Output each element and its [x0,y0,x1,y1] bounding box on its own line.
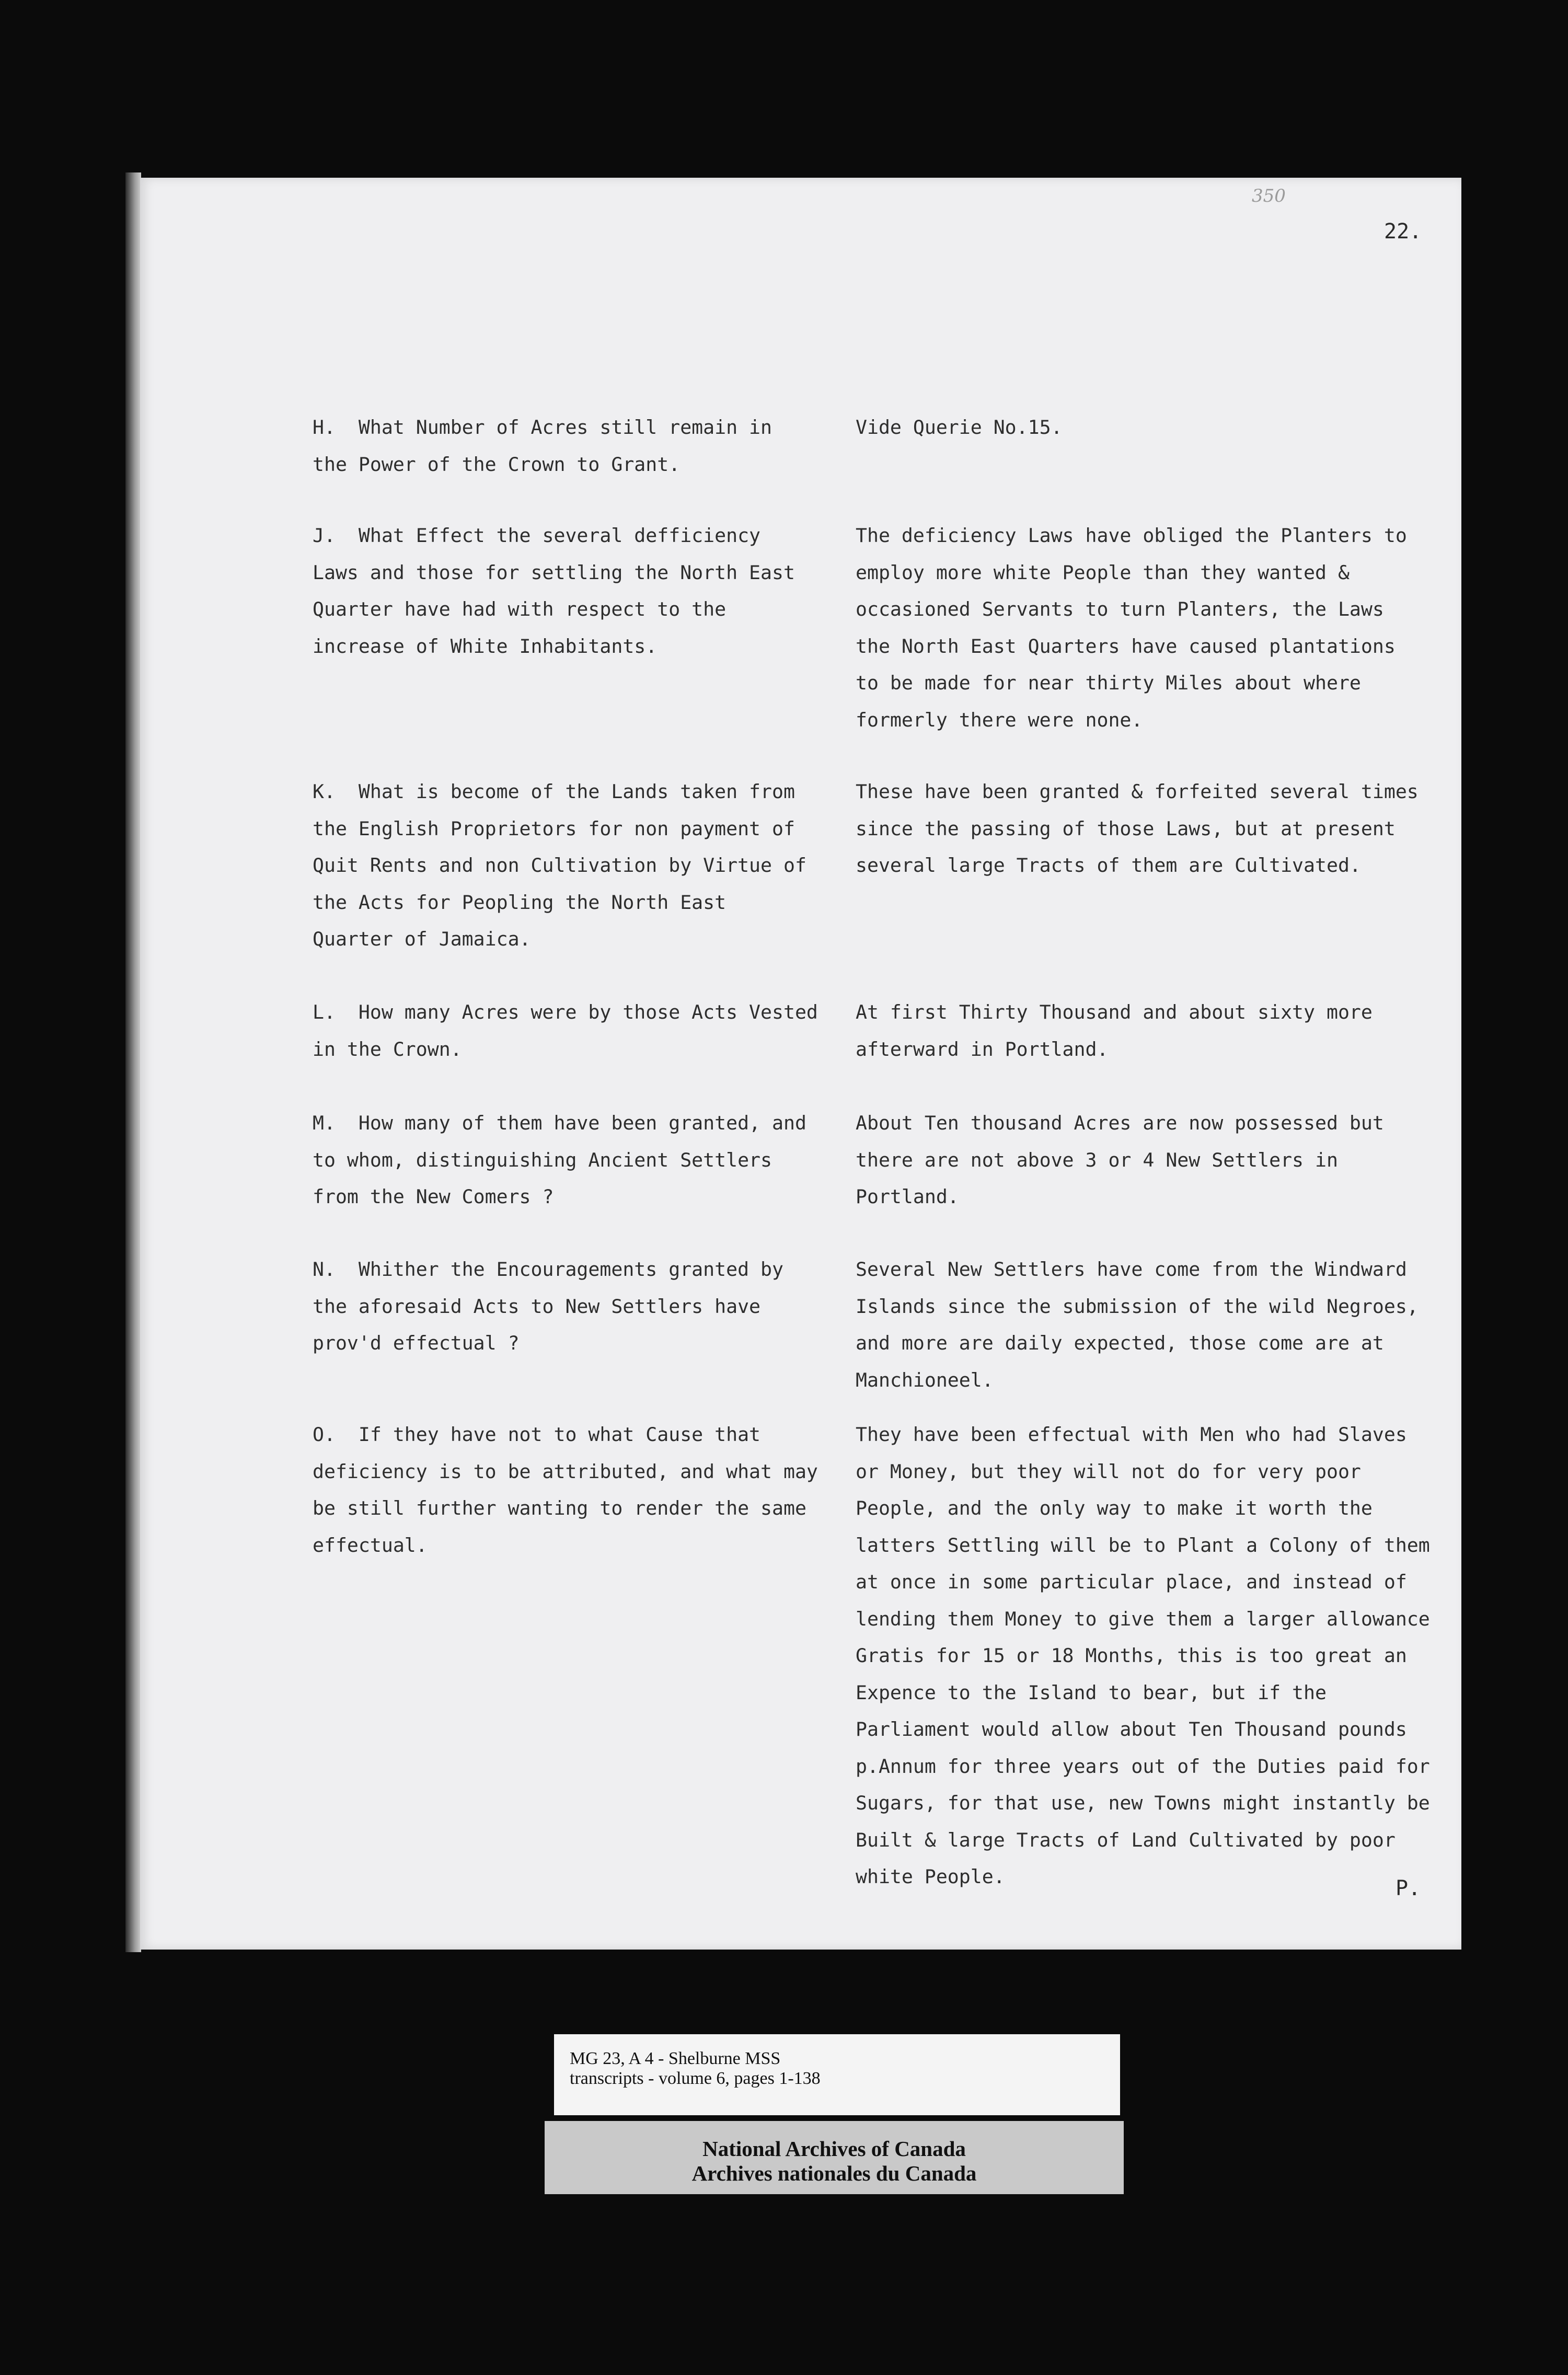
reference-label-line1: MG 23, A 4 - Shelburne MSS [570,2049,781,2068]
reference-label-line2: transcripts - volume 6, pages 1-138 [570,2069,821,2088]
answer-n: Several New Settlers have come from the Windward Islands since the submission of the wild Negroes, and more are daily expected, those come are at Manchioneel. [856,1258,1419,1391]
answer-o: They have been effectual with Men who had Slaves or Money, but they will not do for very poor People, and the only way to make it worth the latters Settling will be to Plant a Colony of them at once in some particular place, and instead of lending them Money to give them a larger allowance Gratis for 15 or 18 Months, this is too great an Expence to the Island to bear, but if the Parliament would allow about Ten Thousand pounds p.Annum for three years out of the Duties paid for Sugars, for that use, new Towns might instantly be Built & large Tracts of Land Cultivated by poor white People. [856,1423,1430,1888]
archives-label-french: Archives nationales du Canada [691,2161,977,2185]
archives-label [545,2121,1124,2194]
question-j: J. What Effect the several defficiency Laws and those for settling the North East Quarter have had with respect to the increase of White Inhabitants. [313,524,795,658]
reference-label [554,2034,1120,2115]
answer-j: The deficiency Laws have obliged the Planters to employ more white People than they wanted & occasioned Servants to turn Planters, the Laws the North East Quarters have caused plantations to be made for near thirty Miles about where formerly there were none. [856,524,1407,731]
answer-k: These have been granted & forfeited several times since the passing of those Laws, but at present several large Tracts of them are Cultivated. [856,780,1419,877]
page-number: 22. [1384,220,1422,244]
question-h: H. What Number of Acres still remain in the Power of the Crown to Grant. [313,416,772,476]
question-o: O. If they have not to what Cause that deficiency is to be attributed, and what may be still further wanting to render the same effectual. [313,1423,818,1557]
answer-h: Vide Querie No.15. [856,416,1063,439]
question-m: M. How many of them have been granted, and to whom, distinguishing Ancient Settlers from the New Comers ? [313,1112,806,1208]
answer-l: At first Thirty Thousand and about sixty more afterward in Portland. [856,1001,1373,1060]
archive-stamp-number: 350 [1252,186,1286,206]
question-l: L. How many Acres were by those Acts Vested in the Crown. [313,1001,818,1060]
question-k: K. What is become of the Lands taken from the English Proprietors for non payment of Quit Rents and non Cultivation by Virtue of the Acts for Peopling the North East Quarter of Jamaica. [313,780,806,950]
archives-label-english: National Archives of Canada [702,2137,966,2161]
answer-m: About Ten thousand Acres are now possessed but there are not above 3 or 4 New Settlers in Portland. [856,1112,1384,1208]
catch-word: P. [1396,1876,1421,1900]
question-n: N. Whither the Encouragements granted by the aforesaid Acts to New Settlers have prov'd effectual ? [313,1258,783,1354]
page-binding-edge [125,172,141,1952]
